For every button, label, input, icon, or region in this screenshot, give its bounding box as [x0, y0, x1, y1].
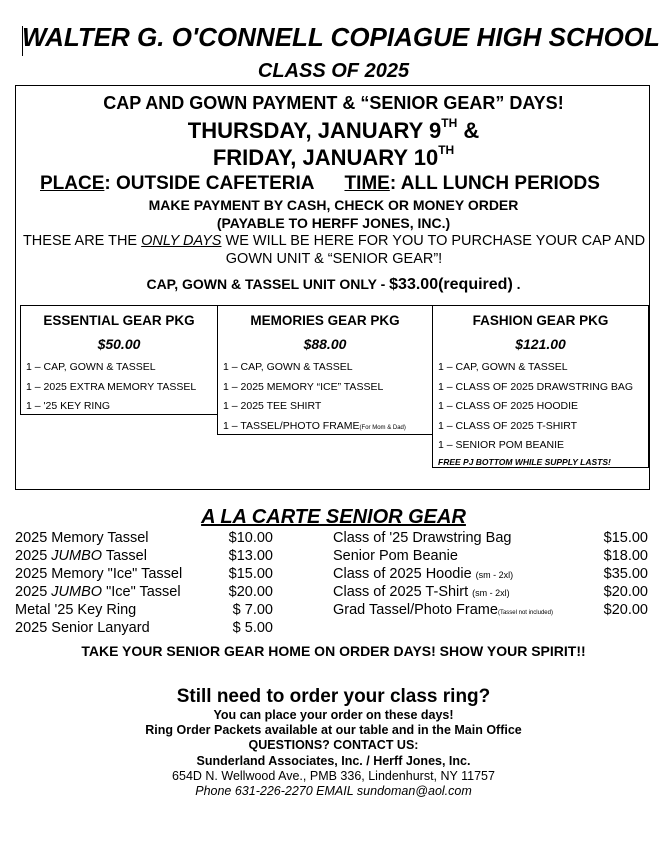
item-note: (Tassel not included)	[497, 610, 553, 616]
package-title: ESSENTIAL GEAR PKG	[43, 313, 195, 328]
item-price: $13.00	[228, 548, 273, 564]
package-item: 1 – 2025 TEE SHIRT	[223, 400, 322, 412]
date-line-2	[0, 145, 667, 171]
alacarte-item	[333, 565, 648, 583]
item-price: $ 5.00	[232, 620, 273, 636]
place-value: : OUTSIDE CAFETERIA	[104, 173, 315, 194]
item-name: Metal '25 Key Ring	[15, 602, 137, 618]
package-item-note: (For Mom & Dad)	[359, 424, 406, 431]
item-price: $20.00	[603, 602, 648, 618]
item-name: 2025 Memory Tassel	[15, 530, 149, 546]
item-price: $10.00	[228, 530, 273, 546]
item-price: $15.00	[603, 530, 648, 546]
unit-price-line	[0, 276, 667, 294]
package-price: $50.00	[97, 336, 141, 352]
alacarte-item	[15, 529, 273, 547]
item-name-rest: "Ice" Tassel	[102, 584, 181, 600]
package-item: 1 – CAP, GOWN & TASSEL	[438, 361, 568, 373]
alacarte-item	[15, 601, 273, 619]
item-name: 2025 Memory "Ice" Tassel	[15, 566, 183, 582]
date-2-suffix: TH	[438, 143, 455, 157]
alacarte-item	[333, 601, 648, 619]
unit-label: CAP, GOWN & TASSEL UNIT ONLY -	[146, 276, 390, 292]
item-size-note: (sm - 2xl)	[472, 588, 510, 598]
date-1-ampersand: &	[457, 118, 480, 143]
item-name-emphasis: JUMBO	[51, 584, 103, 600]
ring-line-2: Ring Order Packets available at our table and in the Main Office	[145, 723, 522, 737]
alacarte-item	[15, 583, 273, 601]
only-days-emphasis: ONLY DAYS	[141, 233, 222, 249]
package-item: 1 – CLASS OF 2025 T-SHIRT	[438, 419, 578, 432]
event-heading: CAP AND GOWN PAYMENT & “SENIOR GEAR” DAYS!	[103, 93, 564, 113]
questions-line: QUESTIONS? CONTACT US:	[248, 738, 419, 752]
place-time-line	[40, 173, 650, 195]
item-name: Class of 2025 T-Shirt	[333, 584, 473, 600]
package-note: FREE PJ BOTTOM WHILE SUPPLY LASTS!	[438, 456, 611, 467]
date-1-suffix: TH	[441, 116, 458, 130]
alacarte-right-column	[333, 529, 648, 619]
only-days-notice	[18, 232, 650, 268]
companies-line: Sunderland Associates, Inc. / Herff Jones, Inc.	[196, 754, 471, 768]
item-price: $20.00	[228, 584, 273, 600]
item-name: 2025	[15, 548, 52, 564]
package-title: FASHION GEAR PKG	[472, 313, 609, 328]
item-name-rest: Tassel	[102, 548, 147, 564]
ring-title: Still need to order your class ring?	[176, 686, 491, 707]
item-name-emphasis: JUMBO	[51, 548, 103, 564]
time-label: TIME	[344, 173, 390, 194]
alacarte-item	[333, 583, 648, 601]
date-1: THURSDAY, JANUARY 9	[187, 118, 442, 143]
place-label: PLACE	[40, 173, 105, 194]
package-item: 1 – SENIOR POM BEANIE	[438, 439, 565, 451]
item-name: 2025	[15, 584, 52, 600]
only-days-pre: THESE ARE THE	[22, 233, 142, 249]
payable-to: (PAYABLE TO HERFF JONES, INC.)	[216, 215, 451, 231]
package-item: 1 – 2025 EXTRA MEMORY TASSEL	[26, 380, 197, 393]
date-2: FRIDAY, JANUARY 10	[212, 145, 439, 170]
alacarte-item	[333, 547, 648, 565]
alacarte-left-column	[15, 529, 273, 637]
item-name: 2025 Senior Lanyard	[15, 620, 150, 636]
package-essential	[20, 305, 218, 415]
package-price: $121.00	[515, 336, 566, 352]
package-memories	[217, 305, 433, 435]
package-item: 1 – CLASS OF 2025 DRAWSTRING BAG	[438, 380, 634, 393]
item-name: Grad Tassel/Photo Frame	[333, 602, 498, 618]
item-name: Class of 2025 Hoodie	[333, 566, 476, 582]
item-price: $15.00	[228, 566, 273, 582]
item-price: $ 7.00	[232, 602, 273, 618]
item-price: $20.00	[603, 584, 648, 600]
alacarte-item	[15, 547, 273, 565]
item-name: Senior Pom Beanie	[333, 548, 458, 564]
only-days-post: WE WILL BE HERE FOR YOU TO PURCHASE YOUR CAP AND GOWN UNIT & “SENIOR GEAR”!	[221, 233, 646, 267]
alacarte-item	[15, 565, 273, 583]
spirit-line: TAKE YOUR SENIOR GEAR HOME ON ORDER DAYS! SHOW YOUR SPIRIT!!	[81, 643, 586, 659]
package-item: 1 – CAP, GOWN & TASSEL	[26, 361, 156, 373]
address-line: 654D N. Wellwood Ave., PMB 336, Lindenhurst, NY 11757	[172, 769, 495, 783]
date-line-1	[0, 118, 667, 144]
package-item-text: 1 – TASSEL/PHOTO FRAME	[223, 419, 360, 432]
item-price: $18.00	[603, 548, 648, 564]
contact-line: Phone 631-226-2270 EMAIL sundoman@aol.com	[195, 784, 472, 798]
unit-price: $33.00(required)	[389, 276, 513, 293]
payment-method: MAKE PAYMENT BY CASH, CHECK OR MONEY ORDER	[148, 197, 519, 213]
class-year: CLASS OF 2025	[257, 60, 410, 82]
package-item: 1 – 2025 MEMORY “ICE” TASSEL	[223, 380, 384, 393]
school-title: WALTER G. O'CONNELL COPIAGUE HIGH SCHOOL	[22, 22, 660, 52]
time-value: : ALL LUNCH PERIODS	[389, 173, 600, 194]
package-item: 1 – '25 KEY RING	[26, 400, 111, 412]
alacarte-item	[333, 529, 648, 547]
package-item: 1 – CAP, GOWN & TASSEL	[223, 361, 353, 373]
package-item	[223, 417, 432, 437]
alacarte-title: A LA CARTE SENIOR GEAR	[201, 506, 466, 528]
package-fashion	[432, 305, 649, 468]
package-item: 1 – CLASS OF 2025 HOODIE	[438, 400, 579, 412]
alacarte-item	[15, 619, 273, 637]
package-price: $88.00	[303, 336, 347, 352]
item-price: $35.00	[603, 566, 648, 582]
item-size-note: (sm - 2xl)	[475, 570, 514, 580]
unit-tail: .	[512, 276, 521, 292]
item-name: Class of '25 Drawstring Bag	[333, 530, 512, 546]
package-title: MEMORIES GEAR PKG	[250, 313, 400, 328]
ring-line-1: You can place your order on these days!	[213, 708, 454, 722]
